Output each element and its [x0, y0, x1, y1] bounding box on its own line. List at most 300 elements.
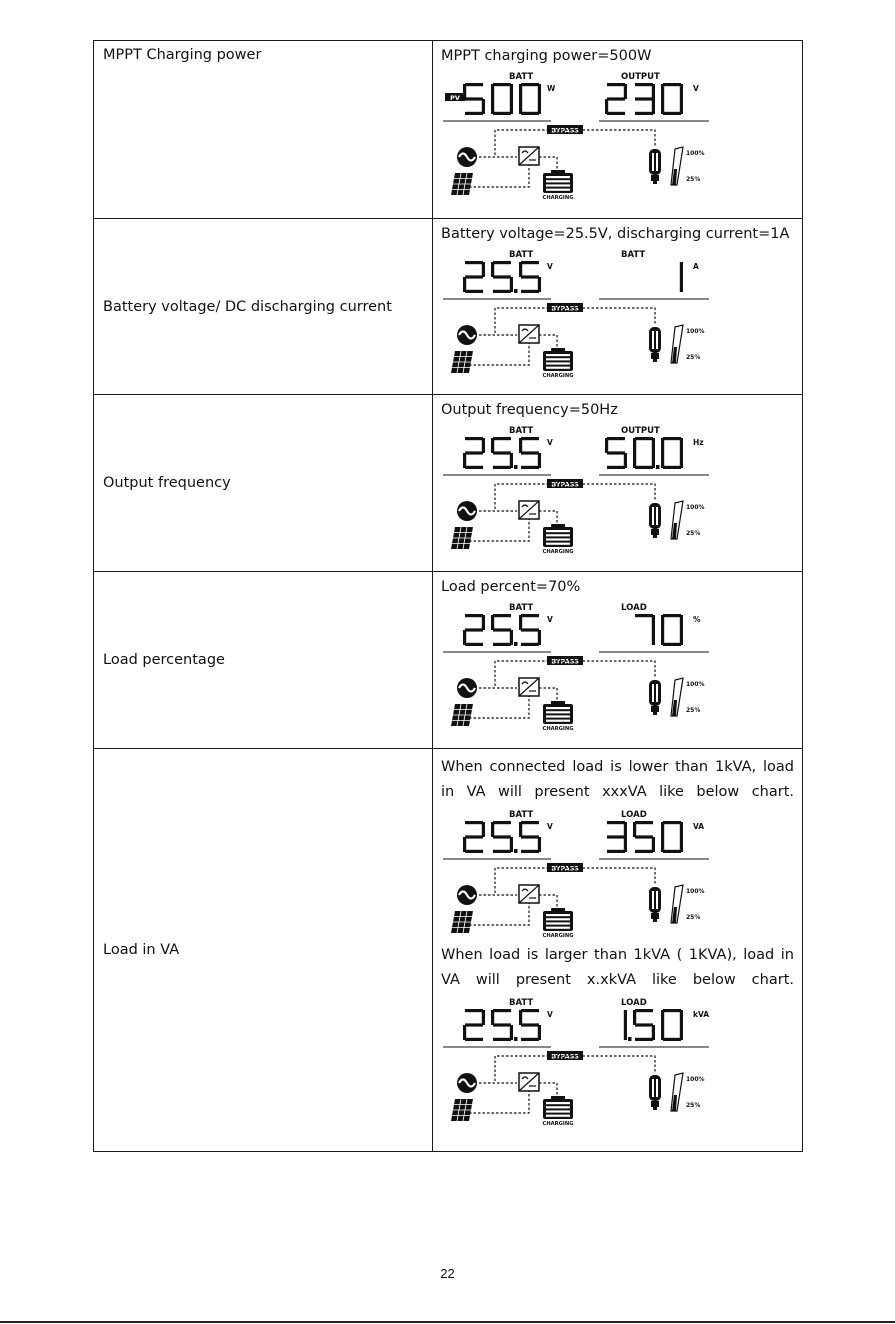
segment [624, 822, 627, 837]
segment [482, 262, 485, 277]
load-level-meter [671, 501, 683, 539]
load-level-meter [671, 325, 683, 363]
bypass-label: BYPASS [551, 1052, 579, 1061]
segment [493, 614, 511, 617]
right-value [607, 821, 683, 853]
description-cell [433, 395, 803, 572]
segment [493, 466, 511, 469]
segment [465, 112, 483, 115]
segment [493, 275, 511, 278]
setting-name: Load in VA [103, 942, 180, 958]
segment [680, 615, 683, 630]
segment [633, 438, 636, 453]
right-value [605, 83, 683, 115]
segment [652, 630, 655, 645]
solar-to-inverter-path [469, 343, 529, 365]
segment [465, 290, 483, 293]
solar-panel-icon [451, 704, 473, 726]
right-label: LOAD [621, 603, 647, 613]
segment [538, 99, 541, 114]
segment [635, 614, 653, 617]
inverter-to-battery-path [539, 688, 557, 702]
inverter-icon [519, 885, 539, 903]
segment [607, 451, 625, 454]
table-row [94, 395, 803, 572]
segment [510, 277, 513, 292]
segment [493, 1023, 511, 1026]
segment [661, 822, 664, 837]
segment [519, 1010, 522, 1025]
segment [652, 453, 655, 468]
solar-to-inverter-path [469, 1091, 529, 1113]
segment [491, 1010, 494, 1025]
segment [680, 1010, 683, 1025]
segment [465, 261, 483, 264]
segment [519, 99, 522, 114]
segment [624, 1010, 627, 1025]
segment [493, 835, 511, 838]
segment [510, 1025, 513, 1040]
inverter-icon [519, 147, 539, 165]
segment [510, 630, 513, 645]
segment [635, 437, 653, 440]
load-100-label: 100% [686, 150, 705, 157]
setting-name: Battery voltage/ DC discharging current [103, 298, 392, 315]
bypass-label: BYPASS [551, 480, 579, 489]
segment [607, 466, 625, 469]
setting-description: When load is larger than 1kVA ( 1KVA), load in VA will present x.xkVA like below chart. [441, 947, 794, 988]
charging-label: CHARGING [542, 1121, 574, 1125]
segment [652, 615, 655, 630]
inverter-icon [519, 1073, 539, 1091]
decimal-point [514, 849, 518, 853]
segment [521, 643, 539, 646]
segment [635, 1023, 653, 1026]
left-value [463, 83, 541, 115]
lcd-display [439, 807, 719, 937]
right-label: LOAD [621, 810, 647, 820]
left-label: BATT [509, 72, 534, 82]
decimal-point [514, 642, 518, 646]
segment [663, 614, 681, 617]
load-100-label: 100% [686, 1076, 705, 1083]
right-value [680, 262, 683, 292]
lcd-display [439, 600, 719, 730]
setting-cell [94, 572, 433, 749]
bypass-label: BYPASS [551, 126, 579, 135]
setting-cell [94, 395, 433, 572]
segment [624, 453, 627, 468]
segment [624, 84, 627, 99]
description-cell [433, 219, 803, 395]
segment [465, 643, 483, 646]
segment [465, 835, 483, 838]
decimal-point [514, 465, 518, 469]
left-unit: V [547, 822, 553, 831]
segment [465, 275, 483, 278]
right-label: OUTPUT [621, 72, 660, 82]
right-label: OUTPUT [621, 426, 660, 436]
load-25-label: 25% [686, 707, 701, 714]
segment [680, 630, 683, 645]
segment [663, 643, 681, 646]
solar-panel-icon [451, 527, 473, 549]
segment [493, 112, 511, 115]
solar-to-inverter-path [469, 696, 529, 718]
segment [521, 1038, 539, 1041]
segment [519, 262, 522, 277]
load-bulb-icon [649, 503, 661, 538]
segment [680, 99, 683, 114]
segment [482, 438, 485, 453]
load-25-label: 25% [686, 354, 701, 361]
setting-description: Battery voltage=25.5V, discharging current=1A [441, 226, 790, 242]
right-label: LOAD [621, 998, 647, 1008]
right-unit: V [693, 84, 699, 93]
load-level-meter [671, 147, 683, 185]
table-row [94, 572, 803, 749]
load-100-label: 100% [686, 681, 705, 688]
segment [465, 821, 483, 824]
segment [680, 84, 683, 99]
segment [463, 630, 466, 645]
segment [680, 1025, 683, 1040]
segment [463, 837, 466, 852]
segment [635, 821, 653, 824]
segment [463, 277, 466, 292]
solar-panel-icon [451, 1099, 473, 1121]
segment [521, 1023, 539, 1026]
description-cell [433, 41, 803, 219]
load-25-label: 25% [686, 176, 701, 183]
segment [493, 643, 511, 646]
segment [521, 614, 539, 617]
segment [680, 837, 683, 852]
load-bulb-icon [649, 887, 661, 922]
right-unit: A [693, 262, 699, 271]
segment [493, 821, 511, 824]
segment [491, 99, 494, 114]
segment [493, 83, 511, 86]
segment [521, 850, 539, 853]
segment [661, 615, 664, 630]
inverter-to-battery-path [539, 335, 557, 349]
segment [463, 453, 466, 468]
segment [465, 451, 483, 454]
inverter-to-battery-path [539, 511, 557, 525]
segment [652, 1025, 655, 1040]
load-25-label: 25% [686, 530, 701, 537]
charging-label: CHARGING [542, 933, 574, 937]
segment [661, 837, 664, 852]
right-unit: VA [693, 822, 705, 831]
segment [663, 437, 681, 440]
setting-name: Load percentage [103, 652, 225, 668]
footer-divider [0, 1321, 895, 1323]
right-label: BATT [621, 250, 646, 260]
segment [538, 84, 541, 99]
left-unit: V [547, 615, 553, 624]
battery-icon [543, 1096, 573, 1119]
segment [521, 112, 539, 115]
right-unit: % [693, 615, 701, 624]
segment [493, 1038, 511, 1041]
load-level-meter [671, 678, 683, 716]
segment [635, 850, 653, 853]
left-label: BATT [509, 603, 534, 613]
segment [661, 99, 664, 114]
segment [635, 1009, 653, 1012]
segment [661, 438, 664, 453]
bypass-label: BYPASS [551, 304, 579, 313]
left-value [463, 437, 541, 469]
segment [463, 1025, 466, 1040]
segment [482, 99, 485, 114]
segment [510, 84, 513, 99]
segment [510, 453, 513, 468]
charging-label: CHARGING [542, 726, 574, 730]
inverter-icon [519, 501, 539, 519]
segment [465, 614, 483, 617]
inverter-to-battery-path [539, 1083, 557, 1097]
segment [482, 615, 485, 630]
segment [521, 83, 539, 86]
segment [607, 97, 625, 100]
segment [465, 97, 483, 100]
segment [663, 821, 681, 824]
description-cell [433, 572, 803, 749]
segment [635, 97, 653, 100]
segment [605, 99, 608, 114]
segment [538, 630, 541, 645]
inverter-to-battery-path [539, 895, 557, 909]
segment [661, 1010, 664, 1025]
segment [680, 822, 683, 837]
load-25-label: 25% [686, 1102, 701, 1109]
segment [493, 451, 511, 454]
solar-panel-icon [451, 911, 473, 933]
segment [521, 451, 539, 454]
solar-panel-icon [451, 173, 473, 195]
segment [493, 628, 511, 631]
setting-description: Load percent=70% [441, 579, 581, 595]
segment [663, 466, 681, 469]
setting-description: Output frequency=50Hz [441, 402, 618, 418]
segment [607, 83, 625, 86]
segment [635, 835, 653, 838]
segment [491, 84, 494, 99]
segment [680, 262, 683, 277]
segment [510, 837, 513, 852]
load-100-label: 100% [686, 888, 705, 895]
bypass-label: BYPASS [551, 657, 579, 666]
segment [661, 453, 664, 468]
segment [521, 275, 539, 278]
load-100-label: 100% [686, 504, 705, 511]
segment [652, 99, 655, 114]
segment [635, 83, 653, 86]
segment [635, 1038, 653, 1041]
segment [607, 821, 625, 824]
segment [519, 615, 522, 630]
segment [465, 628, 483, 631]
segment [465, 1023, 483, 1026]
segment [538, 1025, 541, 1040]
solar-to-inverter-path [469, 903, 529, 925]
table-row [94, 749, 803, 1152]
segment [633, 453, 636, 468]
load-bulb-icon [649, 680, 661, 715]
setting-name: MPPT Charging power [103, 47, 262, 63]
lcd-display [439, 995, 719, 1125]
segment [663, 112, 681, 115]
segment [493, 1009, 511, 1012]
bypass-label: BYPASS [551, 864, 579, 873]
lcd-display [439, 423, 719, 553]
segment [652, 438, 655, 453]
setting-description: When connected load is lower than 1kVA, load in VA will present xxxVA like below chart. [441, 759, 794, 800]
load-25-label: 25% [686, 914, 701, 921]
segment [605, 438, 608, 453]
segment [624, 837, 627, 852]
inverter-icon [519, 678, 539, 696]
segment [663, 1038, 681, 1041]
left-label: BATT [509, 426, 534, 436]
segment [521, 1009, 539, 1012]
left-value [463, 614, 541, 646]
segment [521, 290, 539, 293]
segment [482, 1010, 485, 1025]
segment [663, 850, 681, 853]
segment [663, 83, 681, 86]
left-unit: V [547, 438, 553, 447]
setting-name: Output frequency [103, 475, 231, 491]
battery-icon [543, 348, 573, 371]
segment [663, 1009, 681, 1012]
battery-icon [543, 908, 573, 931]
segment [465, 437, 483, 440]
segment [465, 850, 483, 853]
segment [521, 821, 539, 824]
segment [607, 112, 625, 115]
page-number: 22 [440, 1266, 455, 1281]
segment [661, 630, 664, 645]
segment [633, 1010, 636, 1025]
segment [521, 261, 539, 264]
segment [538, 837, 541, 852]
segment [680, 438, 683, 453]
inverter-icon [519, 325, 539, 343]
load-bulb-icon [649, 327, 661, 362]
right-unit: Hz [693, 438, 704, 447]
solar-to-inverter-path [469, 519, 529, 541]
battery-icon [543, 170, 573, 193]
segment [521, 437, 539, 440]
segment [661, 84, 664, 99]
load-bulb-icon [649, 1075, 661, 1110]
description-cell [433, 749, 803, 1152]
pv-tag: PV [450, 94, 460, 102]
segment [607, 437, 625, 440]
solar-panel-icon [451, 351, 473, 373]
setting-cell [94, 41, 433, 219]
segment [521, 466, 539, 469]
segment [493, 290, 511, 293]
right-value [605, 437, 683, 469]
left-unit: V [547, 262, 553, 271]
segment [491, 615, 494, 630]
segment [624, 1025, 627, 1040]
left-label: BATT [509, 810, 534, 820]
segment [519, 84, 522, 99]
segment [538, 453, 541, 468]
segment [521, 628, 539, 631]
segment [661, 1025, 664, 1040]
right-value [635, 614, 683, 646]
load-level-meter [671, 885, 683, 923]
lcd-display [439, 69, 719, 199]
battery-icon [543, 524, 573, 547]
load-100-label: 100% [686, 328, 705, 335]
table-row [94, 41, 803, 219]
segment [607, 850, 625, 853]
segment [491, 262, 494, 277]
lcd-display [439, 247, 719, 377]
decimal-point [514, 1037, 518, 1041]
right-value [624, 1009, 683, 1041]
left-value [463, 1009, 541, 1041]
segment [519, 438, 522, 453]
decimal-point [628, 1037, 632, 1041]
segment [493, 850, 511, 853]
segment [465, 1038, 483, 1041]
segment [633, 822, 636, 837]
display-settings-table [93, 40, 803, 1152]
segment [510, 99, 513, 114]
segment [652, 84, 655, 99]
load-bulb-icon [649, 149, 661, 184]
left-unit: V [547, 1010, 553, 1019]
battery-icon [543, 701, 573, 724]
table-row [94, 219, 803, 395]
left-value [463, 261, 541, 293]
segment [491, 438, 494, 453]
setting-cell [94, 749, 433, 1152]
segment [465, 1009, 483, 1012]
segment [519, 822, 522, 837]
segment [482, 822, 485, 837]
segment [463, 84, 466, 99]
solar-to-inverter-path [469, 165, 529, 187]
charging-label: CHARGING [542, 373, 574, 377]
segment [493, 437, 511, 440]
setting-description: MPPT charging power=500W [441, 48, 652, 64]
load-level-meter [671, 1073, 683, 1111]
left-label: BATT [509, 998, 534, 1008]
decimal-point [656, 465, 660, 469]
left-value [463, 821, 541, 853]
segment [491, 822, 494, 837]
segment [538, 277, 541, 292]
segment [635, 112, 653, 115]
right-unit: kVA [693, 1010, 710, 1019]
left-label: BATT [509, 250, 534, 260]
segment [465, 466, 483, 469]
charging-label: CHARGING [542, 195, 574, 199]
segment [680, 277, 683, 292]
segment [607, 835, 625, 838]
segment [521, 835, 539, 838]
